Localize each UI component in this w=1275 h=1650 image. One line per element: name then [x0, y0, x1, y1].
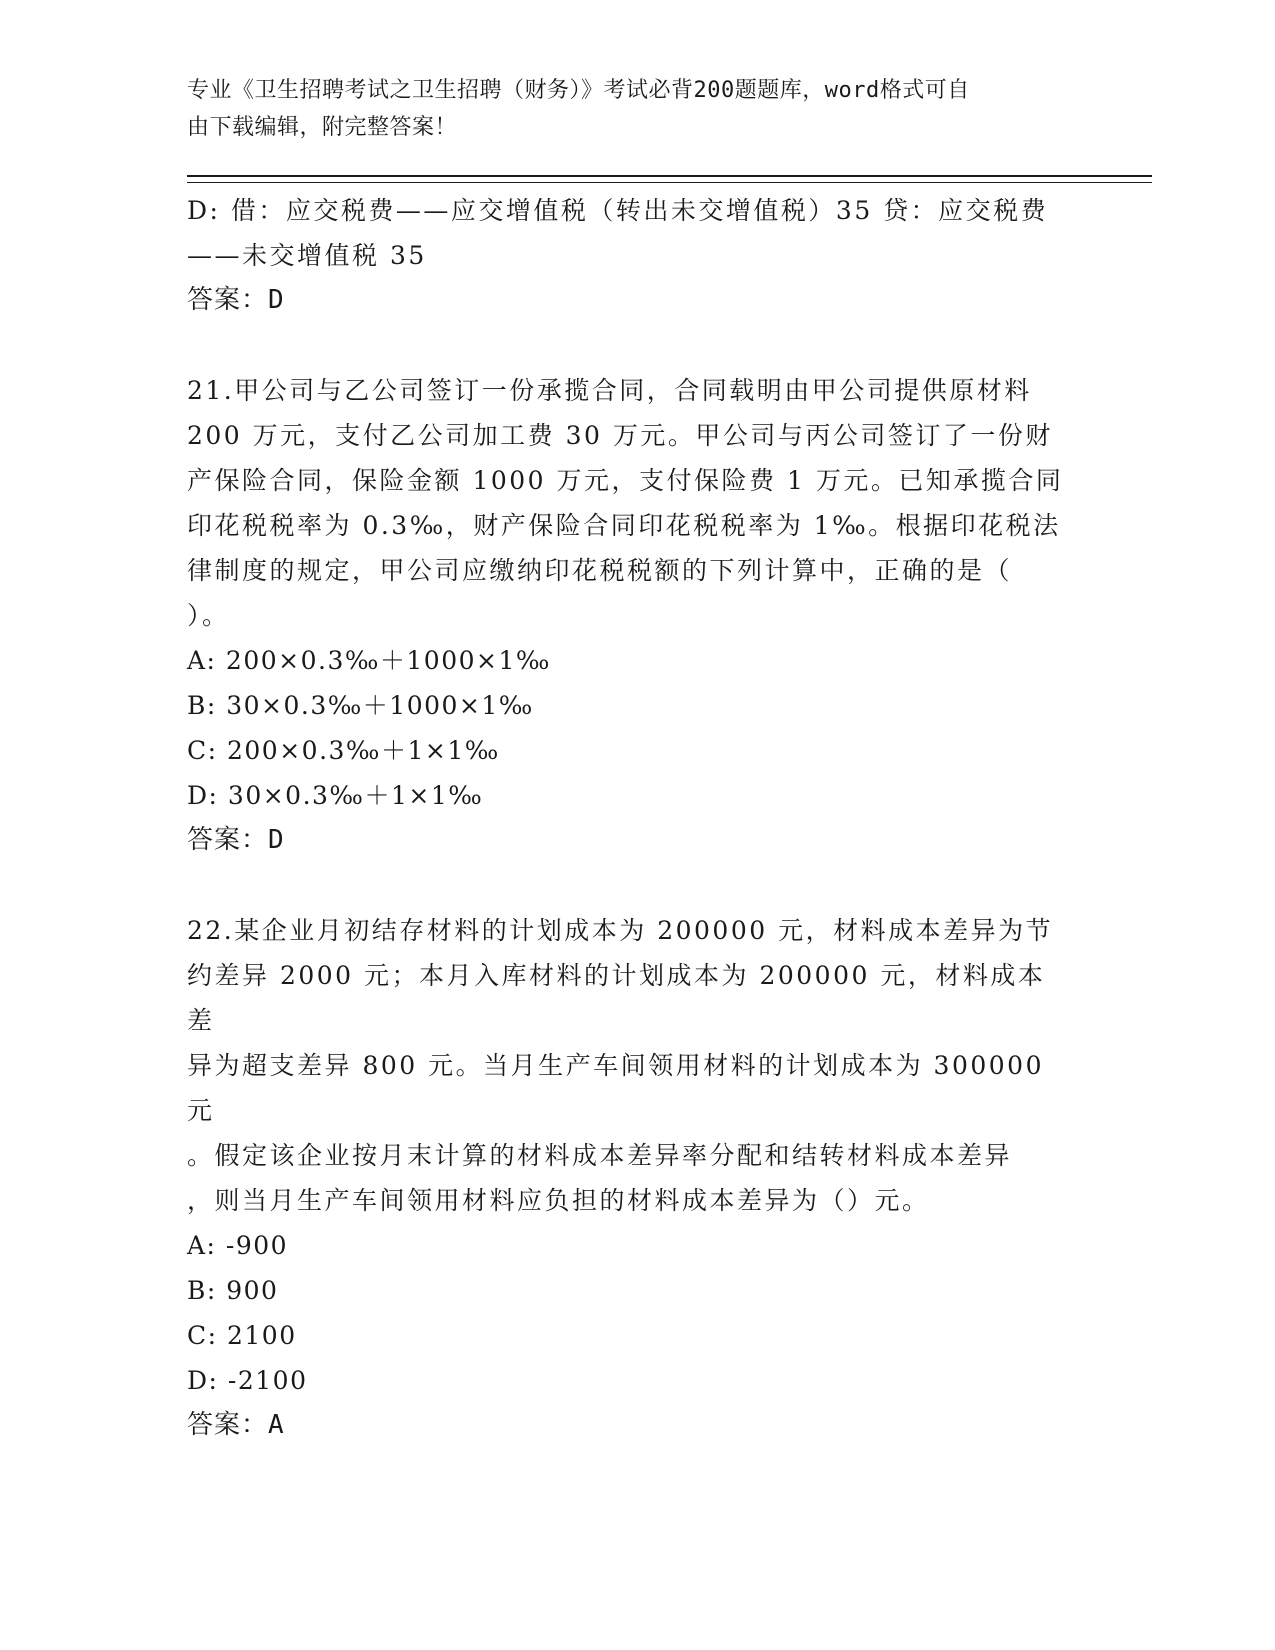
header-rule-thick	[187, 175, 1152, 177]
question-stem-line: 22.某企业月初结存材料的计划成本为 200000 元，材料成本差异为节	[187, 916, 1054, 945]
question-stem-line: 21.甲公司与乙公司签订一份承揽合同，合同载明由甲公司提供原材料	[187, 376, 1032, 405]
spacer	[187, 323, 1067, 368]
question-stem-line: 约差异 2000 元；本月入库材料的计划成本为 200000 元，材料成本差	[187, 961, 1046, 1035]
question-stem-line: ）。	[187, 601, 230, 630]
question-stem-line: 律制度的规定，甲公司应缴纳印花税税额的下列计算中，正确的是（	[187, 556, 1013, 585]
option-d-line-2: ——未交增值税 35	[187, 241, 427, 270]
header-title-line-2: 由下载编辑，附完整答案！	[187, 115, 458, 140]
answer-label: 答案：D	[187, 285, 285, 315]
previous-question-continuation	[187, 188, 1067, 323]
option-c: C: 2100	[187, 1321, 297, 1350]
question-22	[187, 908, 1067, 1448]
option-b: B: 900	[187, 1276, 279, 1305]
option-b: B: 30×0.3‰＋1000×1‰	[187, 691, 534, 720]
document-header	[187, 72, 1067, 146]
document-body	[187, 188, 1067, 1448]
question-21	[187, 368, 1067, 863]
option-a: A: 200×0.3‰＋1000×1‰	[187, 646, 551, 675]
question-stem-line: 200 万元，支付乙公司加工费 30 万元。甲公司与丙公司签订了一份财	[187, 421, 1053, 450]
question-stem-line: 产保险合同，保险金额 1000 万元，支付保险费 1 万元。已知承揽合同	[187, 466, 1064, 495]
option-d: D: -2100	[187, 1366, 308, 1395]
header-rule-thin	[187, 182, 1152, 183]
question-stem-line: 。假定该企业按月末计算的材料成本差异率分配和结转材料成本差异	[187, 1141, 1013, 1170]
question-stem-line: 异为超支差异 800 元。当月生产车间领用材料的计划成本为 300000 元	[187, 1051, 1055, 1125]
answer-label: 答案：A	[187, 1410, 285, 1440]
option-c: C: 200×0.3‰＋1×1‰	[187, 736, 500, 765]
question-stem-line: 印花税税率为 0.3‰，财产保险合同印花税税率为 1‰。根据印花税法	[187, 511, 1061, 540]
header-title-line-1: 专业《卫生招聘考试之卫生招聘（财务）》考试必背200题题库，word格式可自	[187, 78, 970, 103]
option-a: A: -900	[187, 1231, 289, 1260]
spacer	[187, 863, 1067, 908]
option-d-line-1: D: 借：应交税费——应交增值税（转出未交增值税）35 贷：应交税费	[187, 196, 1049, 225]
option-d: D: 30×0.3‰＋1×1‰	[187, 781, 484, 810]
answer-label: 答案：D	[187, 825, 285, 855]
question-stem-line: ，则当月生产车间领用材料应负担的材料成本差异为（）元。	[187, 1186, 930, 1215]
